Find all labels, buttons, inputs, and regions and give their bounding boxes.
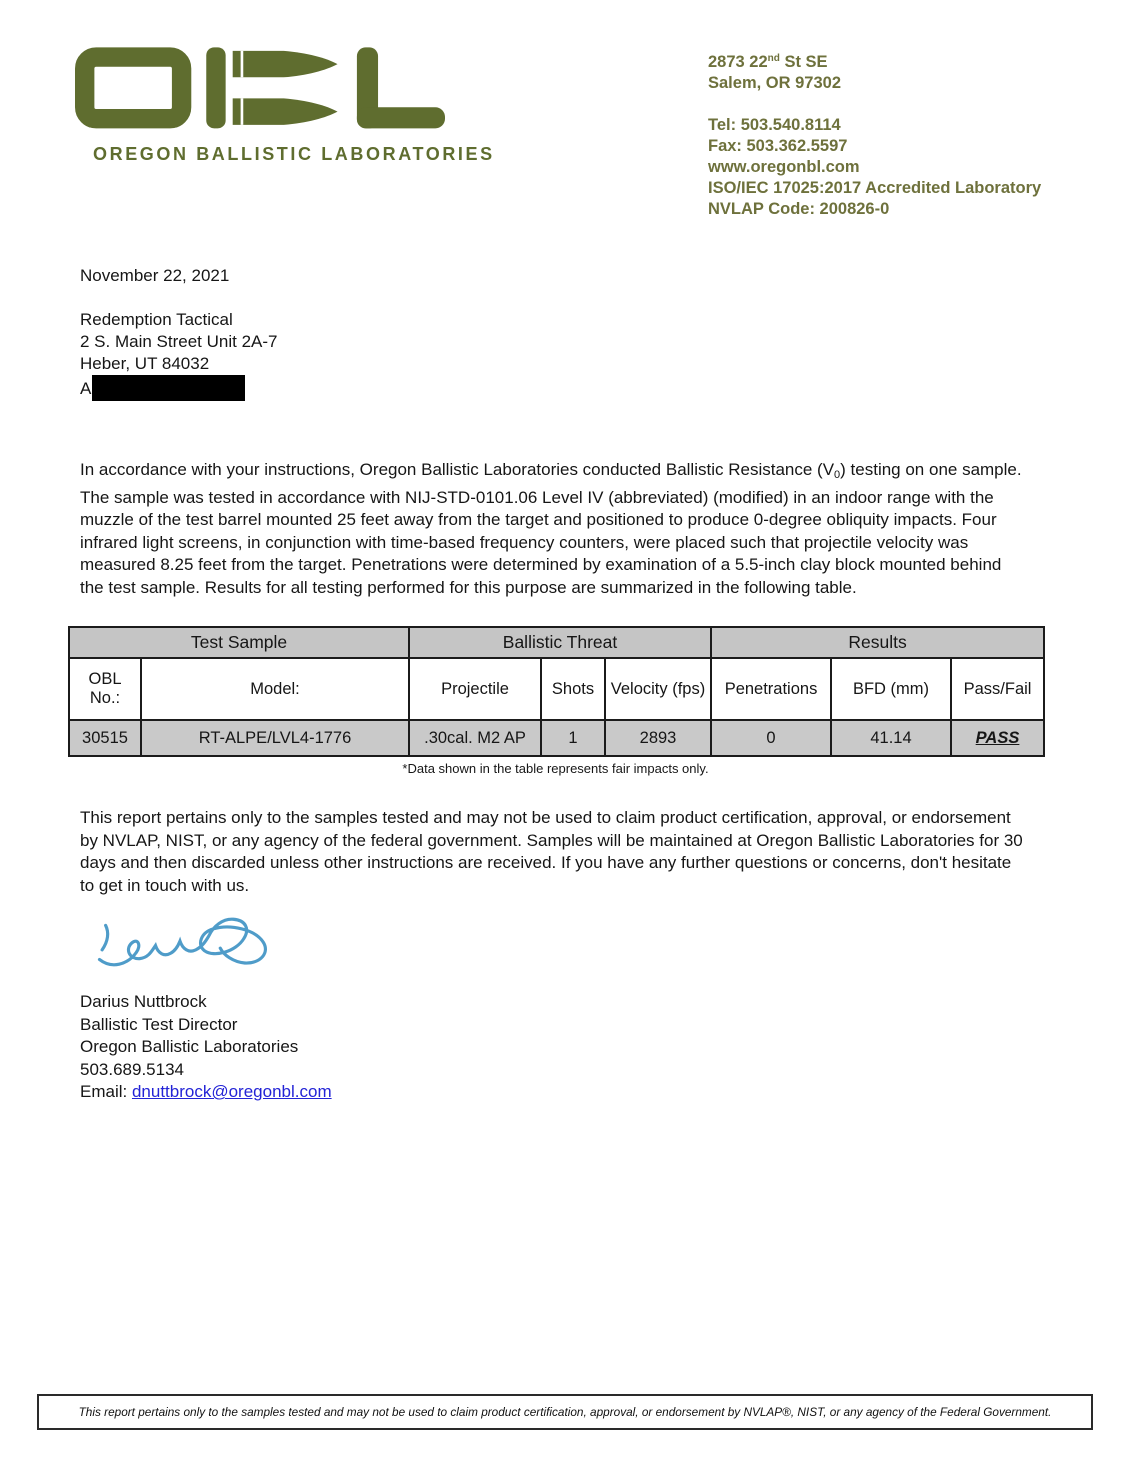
- cell-pass-fail: [951, 720, 1044, 756]
- table-data-row: [69, 720, 1044, 756]
- contact-tel: Tel: 503.540.8114: [708, 116, 841, 134]
- recipient-name: Redemption Tactical: [80, 310, 233, 329]
- contact-accreditation: ISO/IEC 17025:2017 Accredited Laboratory: [708, 179, 1042, 197]
- signoff-block: [80, 991, 1025, 1104]
- signer-title: Ballistic Test Director: [80, 1014, 238, 1034]
- cell-velocity: 2893: [605, 720, 711, 756]
- date-line: November 22, 2021: [80, 266, 230, 285]
- signer-phone: 503.689.5134: [80, 1059, 184, 1079]
- cell-penetrations: 0: [711, 720, 831, 756]
- letter-body: [0, 266, 1130, 1104]
- intro-paragraphs: [80, 459, 1025, 599]
- intro-paragraph-2: The sample was tested in accordance with NIJ-STD-0101.06 Level IV (abbreviated) (modified) in an indoor range with the muzzle of the test barrel mounted 25 feet away from the target and positioned to produce 0-degree obliquity impacts. Four infrared light screens, in conjunction with time-based frequency counters, were placed such that projectile velocity was measured 8.25 feet from the target. Penetrations were determined by examination of a 5.5-inch clay block mounted behind the test sample. Results for all testing performed for this purpose are summarized in the following table.: [80, 487, 1002, 597]
- obl-logo: [75, 46, 495, 220]
- column-header-obl-no: OBL No.:: [69, 658, 141, 720]
- recipient-block: [80, 309, 1025, 401]
- column-header-projectile: Projectile: [409, 658, 541, 720]
- closing-paragraph: This report pertains only to the samples tested and may not be used to claim product certification, approval, or endorsement by NVLAP, NIST, or any agency of the federal government. Samples will be maintained at Oregon Ballistic Laboratories for 30 days and then discarded unless other instructions are received. If you have any further questions or concerns, don't hesitate to get in touch with us.: [80, 808, 1023, 895]
- table-footnote: *Data shown in the table represents fair impacts only.: [402, 761, 709, 776]
- table-column-header-row: [69, 658, 1044, 720]
- column-header-pass-fail: Pass/Fail: [951, 658, 1044, 720]
- cell-bfd: 41.14: [831, 720, 951, 756]
- street-ordinal-sup: nd: [767, 53, 780, 64]
- results-table-wrap: [68, 626, 1032, 776]
- email-link[interactable]: dnuttbrock@oregonbl.com: [131, 1082, 332, 1101]
- redaction-bar: [92, 375, 245, 401]
- results-table: [68, 626, 1045, 757]
- contact-block: [708, 46, 1060, 220]
- group-header-test-sample: Test Sample: [69, 627, 409, 658]
- pass-badge: PASS: [975, 728, 1020, 747]
- signer-company: Oregon Ballistic Laboratories: [80, 1037, 299, 1056]
- contact-fax: Fax: 503.362.5597: [708, 137, 848, 155]
- column-header-bfd: BFD (mm): [831, 658, 951, 720]
- recipient-street: 2 S. Main Street Unit 2A-7: [80, 332, 278, 351]
- recipient-city: Heber, UT 84032: [80, 354, 210, 373]
- group-header-results: Results: [711, 627, 1044, 658]
- column-header-shots: Shots: [541, 658, 605, 720]
- column-header-velocity: Velocity (fps): [605, 658, 711, 720]
- obl-logo-icon: [75, 46, 445, 135]
- intro-paragraph-1: In accordance with your instructions, Oregon Ballistic Laboratories conducted Ballistic Resistance $(V_0)$ testing on one sample.: [80, 460, 1022, 481]
- v0-subscript: 0: [834, 469, 841, 481]
- footer-disclaimer: This report pertains only to the samples tested and may not be used to claim product certification, approval, or endorsement by NVLAP®, NIST, or any agency of the Federal Government.: [37, 1394, 1093, 1430]
- group-header-ballistic-threat: Ballistic Threat: [409, 627, 711, 658]
- contact-website: www.oregonbl.com: [708, 158, 860, 176]
- signature-scribble-icon: [88, 914, 293, 984]
- contact-nvlap: NVLAP Code: 200826-0: [708, 200, 890, 218]
- table-group-header-row: [69, 627, 1044, 658]
- cell-shots: 1: [541, 720, 605, 756]
- recipient-redacted-line: A: [80, 375, 1025, 401]
- contact-spacer: [708, 94, 1060, 115]
- cell-projectile: .30cal. M2 AP: [409, 720, 541, 756]
- cell-obl-no: 30515: [69, 720, 141, 756]
- signer-name: Darius Nuttbrock: [80, 992, 207, 1011]
- column-header-penetrations: Penetrations: [711, 658, 831, 720]
- signer-email-line: Email: dnuttbrock@oregonbl.com: [80, 1082, 332, 1101]
- logo-wordmark: OREGON BALLISTIC LABORATORIES: [93, 144, 495, 164]
- contact-street: 2873 22nd St SE: [708, 53, 828, 71]
- letterhead: [0, 0, 1130, 220]
- cell-model: RT-ALPE/LVL4-1776: [141, 720, 409, 756]
- contact-city: Salem, OR 97302: [708, 74, 841, 92]
- column-header-model: Model:: [141, 658, 409, 720]
